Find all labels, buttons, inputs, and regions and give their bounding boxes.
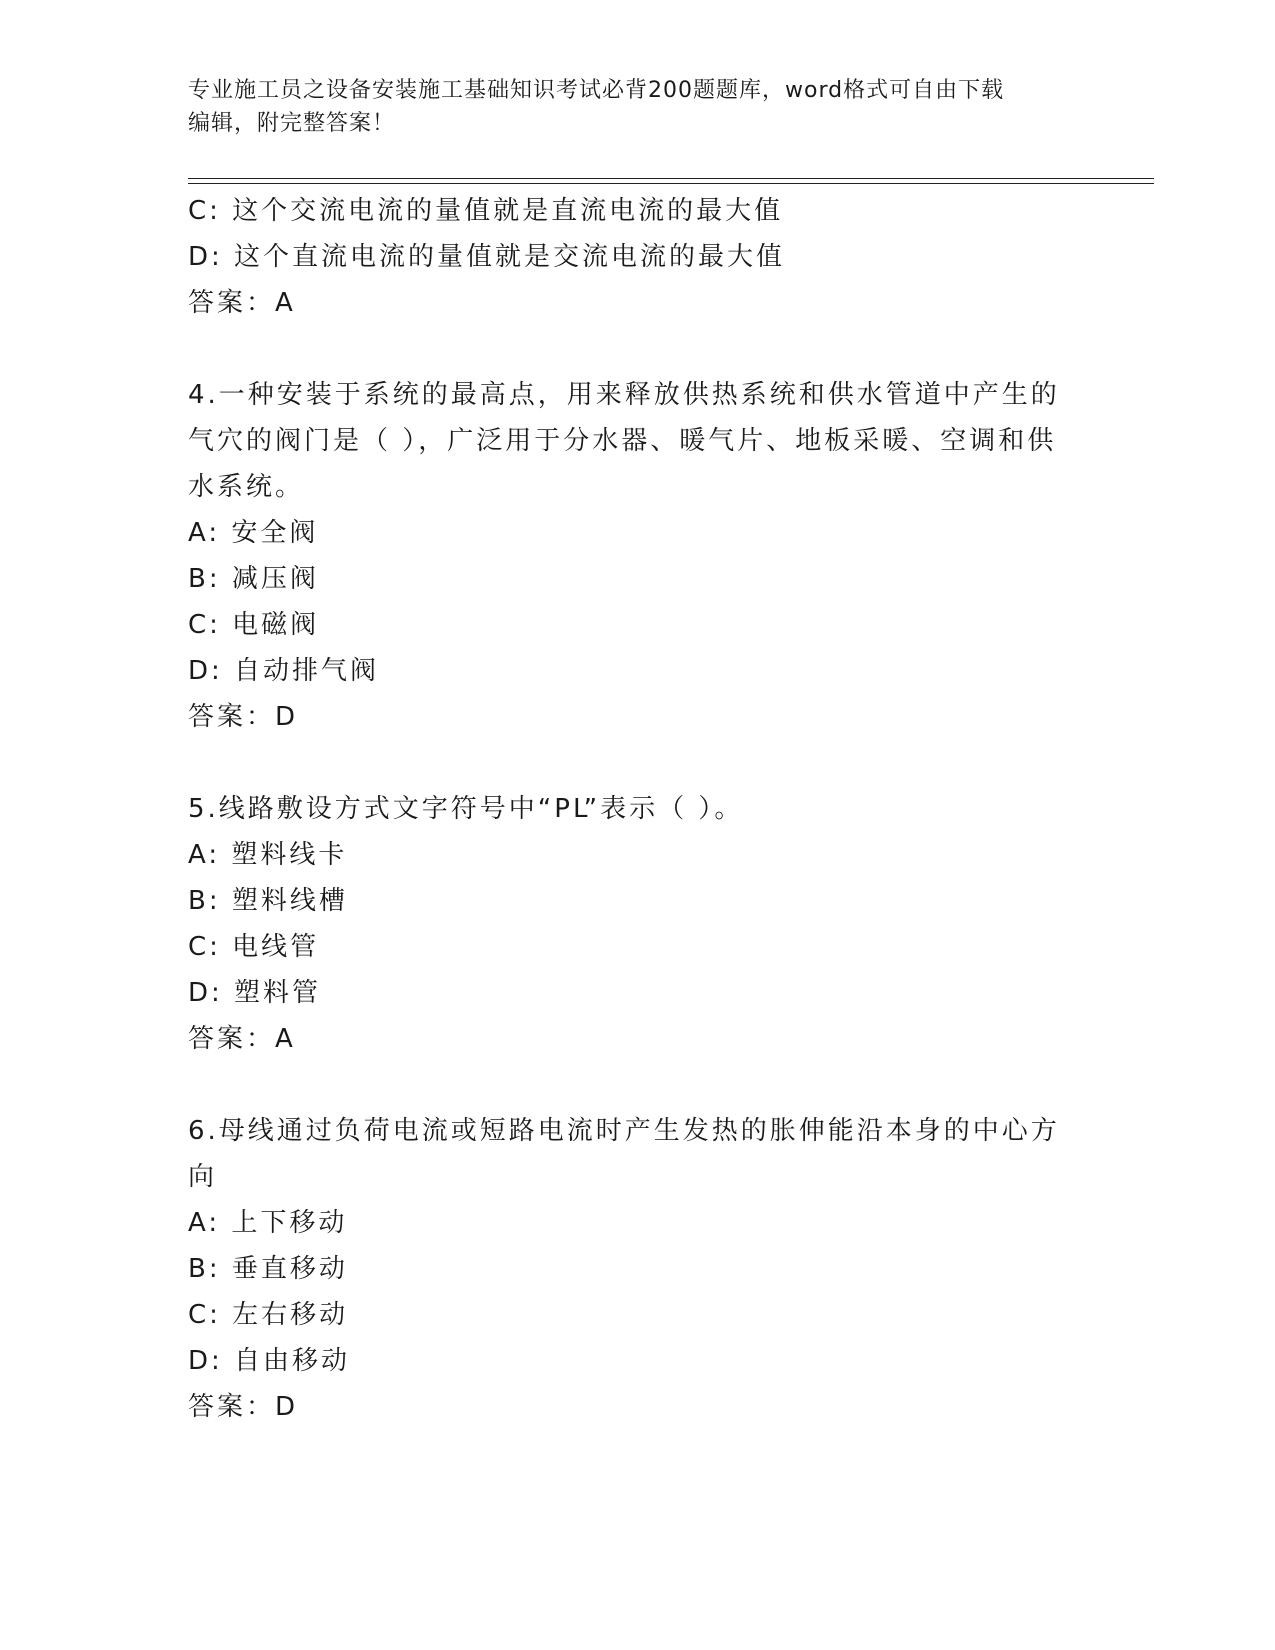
option-c: C: 这个交流电流的量值就是直流电流的最大值 [188, 196, 784, 226]
option-c: C: 电磁阀 [188, 610, 320, 640]
question-text-line: 向 [188, 1162, 218, 1192]
option-b: B: 塑料线槽 [188, 886, 348, 916]
question-5 [188, 786, 1088, 1062]
option-b: B: 垂直移动 [188, 1254, 348, 1284]
header-line-1: 专业施工员之设备安装施工基础知识考试必背200题题库，word格式可自由下载 [188, 78, 1005, 103]
answer-line: 答案：A [188, 1024, 296, 1054]
answer-line: 答案：A [188, 288, 296, 318]
option-a: A: 塑料线卡 [188, 840, 348, 870]
question-text-line: 6.母线通过负荷电流或短路电流时产生发热的胀伸能沿本身的中心方 [188, 1116, 1060, 1146]
answer-line: 答案：D [188, 1392, 299, 1422]
option-d: D: 自由移动 [188, 1346, 351, 1376]
option-c: C: 电线管 [188, 932, 320, 962]
question-3-tail [188, 188, 1088, 326]
document-header [188, 74, 1088, 140]
question-text-line: 气穴的阀门是（ ），广泛用于分水器、暖气片、地板采暖、空调和供 [188, 426, 1057, 456]
option-d: D: 自动排气阀 [188, 656, 380, 686]
option-a: A: 安全阀 [188, 518, 319, 548]
spacer [188, 1062, 1088, 1108]
spacer [188, 326, 1088, 372]
question-6 [188, 1108, 1088, 1430]
option-c: C: 左右移动 [188, 1300, 349, 1330]
spacer [188, 740, 1088, 786]
option-d: D: 塑料管 [188, 978, 322, 1008]
question-content [188, 188, 1088, 1430]
question-text-line: 水系统。 [188, 472, 305, 502]
option-a: A: 上下移动 [188, 1208, 348, 1238]
question-text-line: 4.一种安装于系统的最高点，用来释放供热系统和供水管道中产生的 [188, 380, 1060, 410]
header-divider-bottom [188, 183, 1154, 184]
option-b: B: 减压阀 [188, 564, 319, 594]
option-d: D: 这个直流电流的量值就是交流电流的最大值 [188, 242, 786, 272]
question-text-line: 5.线路敷设方式文字符号中“PL”表示（ ）。 [188, 794, 744, 824]
header-divider-top [188, 178, 1154, 179]
question-4 [188, 372, 1088, 740]
answer-line: 答案：D [188, 702, 299, 732]
header-line-2: 编辑，附完整答案！ [188, 111, 396, 136]
